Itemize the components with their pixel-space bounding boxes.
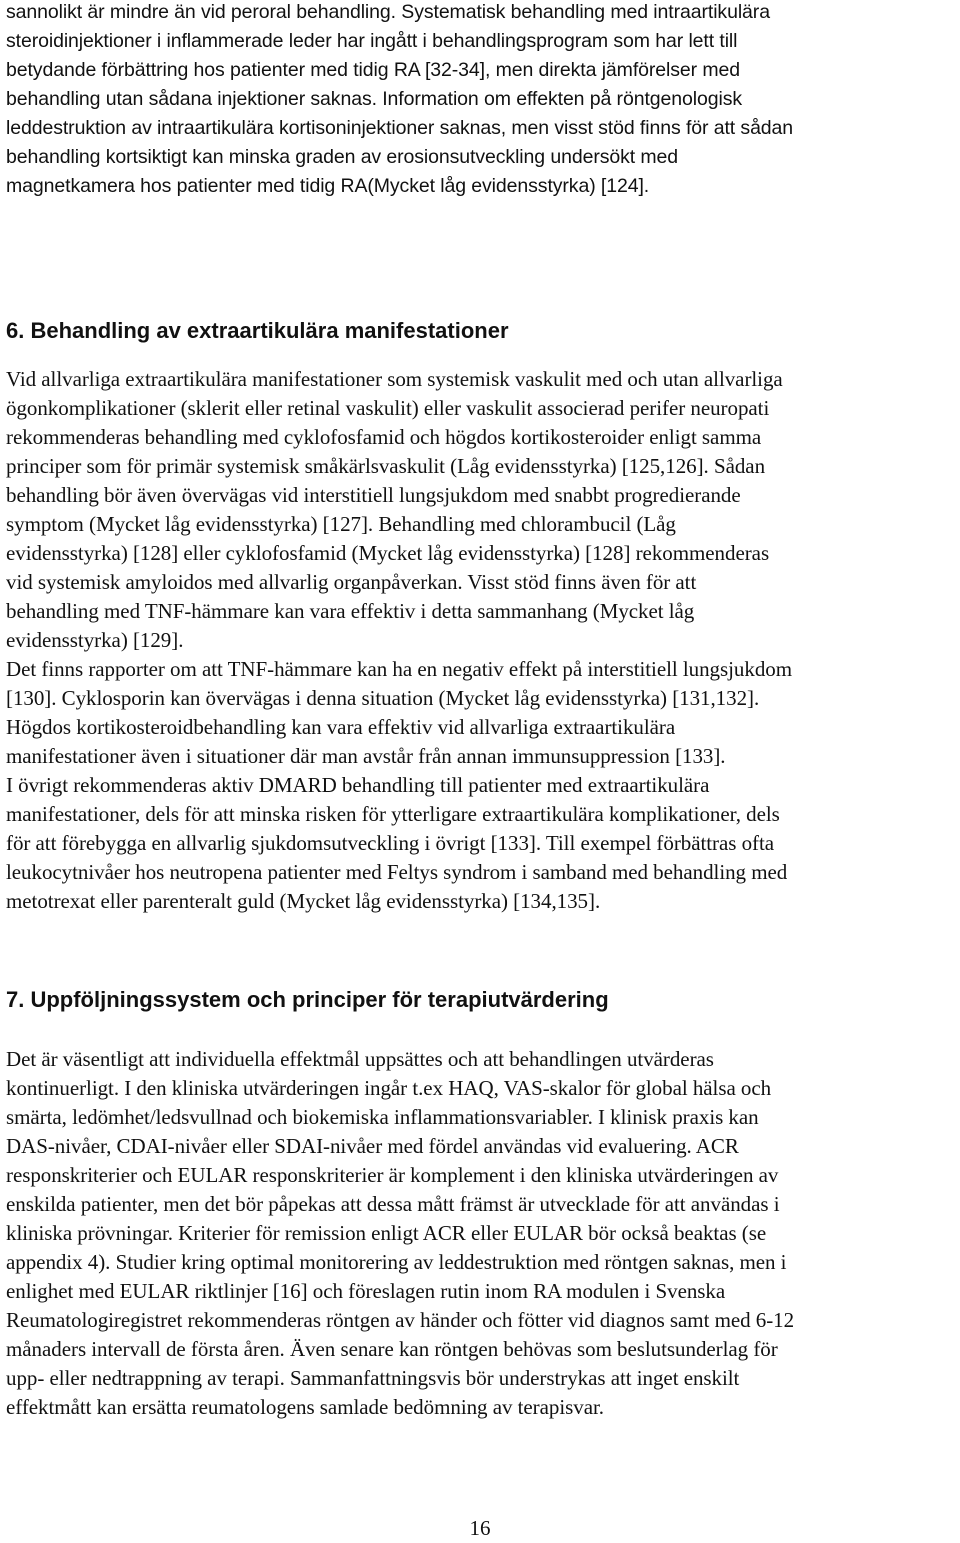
paragraph-line: kliniska prövningar. Kriterier för remission enligt ACR eller EULAR bör också beaktas (se xyxy=(6,1221,767,1245)
top-paragraph xyxy=(6,0,956,201)
paragraph-line: [130]. Cyklosporin kan övervägas i denna situation (Mycket låg evidensstyrka) [131,132]. xyxy=(6,686,760,710)
section-6-body xyxy=(6,365,956,916)
paragraph-line: leukocytnivåer hos neutropena patienter med Feltys syndrom i samband med behandling med xyxy=(6,860,788,884)
section-6-heading: 6. Behandling av extraartikulära manifestationer xyxy=(6,318,509,343)
page-number: 16 xyxy=(469,1516,491,1540)
paragraph-line: appendix 4). Studier kring optimal monitorering av leddestruktion med röntgen saknas, men i xyxy=(6,1250,787,1274)
paragraph-line: principer som för primär systemisk småkärlsvaskulit (Låg evidensstyrka) [125,126]. Sådan xyxy=(6,454,766,478)
section-7-body xyxy=(6,1045,956,1422)
paragraph-line: DAS-nivåer, CDAI-nivåer eller SDAI-nivåer med fördel användas vid evaluering. ACR xyxy=(6,1134,739,1158)
paragraph-line: enskilda patienter, men det bör påpekas att dessa mått främst är utvecklade för att användas i xyxy=(6,1192,780,1216)
paragraph-line: smärta, ledömhet/ledsvullnad och biokemiska inflammationsvariabler. I klinisk praxis kan xyxy=(6,1105,759,1129)
paragraph-line: kontinuerligt. I den kliniska utvärderingen ingår t.ex HAQ, VAS-skalor för global hälsa och xyxy=(6,1076,772,1100)
paragraph-line: evidensstyrka) [129]. xyxy=(6,628,184,652)
paragraph-line: månaders intervall de första åren. Även senare kan röntgen behövas som beslutsunderlag för xyxy=(6,1337,778,1361)
paragraph-line: I övrigt rekommenderas aktiv DMARD behandling till patienter med extraartikulära xyxy=(6,773,710,797)
paragraph-line: manifestationer, dels för att minska risken för ytterligare extraartikulära komplikationer, dels xyxy=(6,802,780,826)
paragraph-line: Vid allvarliga extraartikulära manifestationer som systemisk vaskulit med och utan allvarliga xyxy=(6,367,783,391)
paragraph-line: manifestationer även i situationer där man avstår från annan immunsuppression [133]. xyxy=(6,744,726,768)
paragraph-line: responskriterier och EULAR responskriterier är komplement i den kliniska utvärderingen av xyxy=(6,1163,779,1187)
paragraph-line: upp- eller nedtrappning av terapi. Sammanfattningsvis bör understrykas att inget enskilt xyxy=(6,1366,740,1390)
paragraph-line: behandling utan sådana injektioner saknas. Information om effekten på röntgenologisk xyxy=(6,88,742,110)
paragraph-line: magnetkamera hos patienter med tidig RA(Mycket låg evidensstyrka) [124]. xyxy=(6,175,650,197)
paragraph-line: Det är väsentligt att individuella effektmål uppsättes och att behandlingen utvärderas xyxy=(6,1047,714,1071)
paragraph-line: behandling kortsiktigt kan minska graden av erosionsutveckling undersökt med xyxy=(6,146,679,168)
paragraph-line: metotrexat eller parenteralt guld (Mycket låg evidensstyrka) [134,135]. xyxy=(6,889,601,913)
paragraph-line: enlighet med EULAR riktlinjer [16] och föreslagen rutin inom RA modulen i Svenska xyxy=(6,1279,726,1303)
paragraph-line: symptom (Mycket låg evidensstyrka) [127]. Behandling med chlorambucil (Låg xyxy=(6,512,676,536)
paragraph-line: Reumatologiregistret rekommenderas röntgen av händer och fötter vid diagnos samt med 6-12 xyxy=(6,1308,795,1332)
paragraph-line: sannolikt är mindre än vid peroral behandling. Systematisk behandling med intraartikulära xyxy=(6,1,770,23)
paragraph-line: steroidinjektioner i inflammerade leder har ingått i behandlingsprogram som har lett till xyxy=(6,30,738,52)
section-7-heading: 7. Uppföljningssystem och principer för terapiutvärdering xyxy=(6,987,609,1012)
paragraph-line: behandling med TNF-hämmare kan vara effektiv i detta sammanhang (Mycket låg xyxy=(6,599,695,623)
paragraph-line: betydande förbättring hos patienter med tidig RA [32-34], men direkta jämförelser med xyxy=(6,59,740,81)
paragraph-line: leddestruktion av intraartikulära kortisoninjektioner saknas, men visst stöd finns för att sådan xyxy=(6,117,794,139)
paragraph-line: vid systemisk amyloidos med allvarlig organpåverkan. Visst stöd finns även för att xyxy=(6,570,697,594)
paragraph-line: behandling bör även övervägas vid interstitiell lungsjukdom med snabbt progredierande xyxy=(6,483,741,507)
paragraph-line: rekommenderas behandling med cyklofosfamid och högdos kortikosteroider enligt samma xyxy=(6,425,762,449)
paragraph-line: för att förebygga en allvarlig sjukdomsutveckling i övrigt [133]. Till exempel förbättras ofta xyxy=(6,831,775,855)
paragraph-line: effektmått kan ersätta reumatologens samlade bedömning av terapisvar. xyxy=(6,1395,604,1419)
paragraph-line: evidensstyrka) [128] eller cyklofosfamid (Mycket låg evidensstyrka) [128] rekommenderas xyxy=(6,541,770,565)
paragraph-line: Det finns rapporter om att TNF-hämmare kan ha en negativ effekt på interstitiell lungsjukdom xyxy=(6,657,792,681)
paragraph-line: Högdos kortikosteroidbehandling kan vara effektiv vid allvarliga extraartikulära xyxy=(6,715,676,739)
paragraph-line: ögonkomplikationer (sklerit eller retinal vaskulit) eller vaskulit associerad perifer neuropati xyxy=(6,396,770,420)
